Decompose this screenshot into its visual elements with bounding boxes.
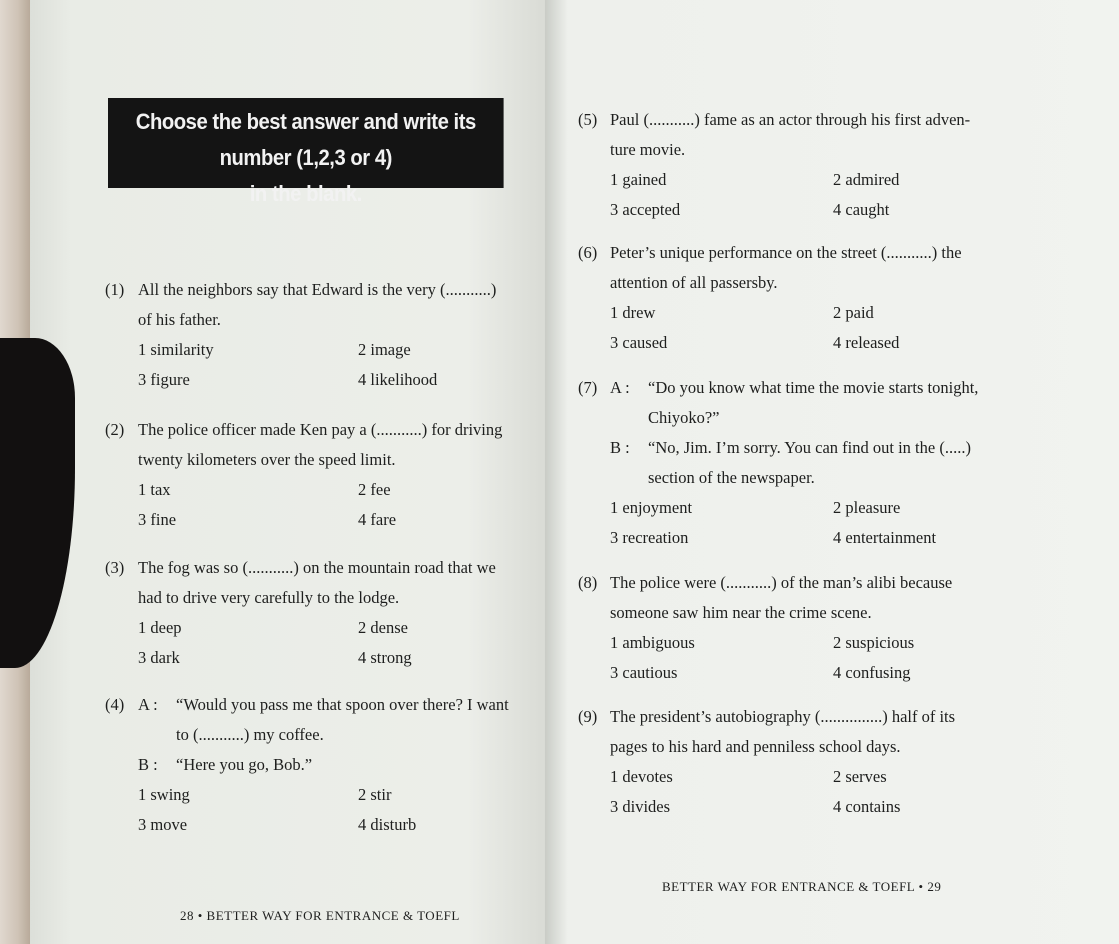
option-1: 1 tax: [138, 480, 171, 499]
option-2: 2 suspicious: [833, 633, 915, 652]
options-row: [105, 643, 545, 673]
options-row: [578, 165, 1038, 195]
option-4: 4 likelihood: [358, 370, 438, 389]
speaker-label: A :: [138, 695, 158, 714]
question-text: section of the newspaper.: [648, 468, 815, 487]
question-line: [578, 403, 1038, 433]
question-line: [105, 690, 545, 720]
question-line: [578, 135, 1038, 165]
options-row: [578, 658, 1038, 688]
option-1: 1 drew: [610, 303, 656, 322]
option-2: 2 serves: [833, 767, 887, 786]
option-4: 4 entertainment: [833, 528, 937, 547]
question-7: [578, 373, 1038, 553]
speaker-label: B :: [138, 755, 158, 774]
question-number: (9): [578, 707, 598, 726]
options-row: [578, 328, 1038, 358]
question-text: The police officer made Ken pay a (...........) for driving: [138, 420, 503, 439]
question-text: “Here you go, Bob.”: [176, 755, 313, 774]
question-number: (1): [105, 280, 125, 299]
option-1: 1 ambiguous: [610, 633, 695, 652]
option-4: 4 disturb: [358, 815, 417, 834]
option-4: 4 caught: [833, 200, 890, 219]
option-4: 4 confusing: [833, 663, 911, 682]
option-2: 2 paid: [833, 303, 874, 322]
question-line: [578, 732, 1038, 762]
option-3: 3 dark: [138, 648, 180, 667]
question-number: (5): [578, 110, 598, 129]
options-row: [578, 628, 1038, 658]
left-page-footer: 28 • BETTER WAY FOR ENTRANCE & TOEFL: [180, 908, 460, 923]
options-row: [105, 613, 545, 643]
question-text: “Would you pass me that spoon over there? I want: [176, 695, 509, 714]
options-row: [578, 195, 1038, 225]
instruction-line-1: Choose the best answer and write its number (1,2,3 or 4): [135, 109, 476, 170]
option-3: 3 recreation: [610, 528, 689, 547]
options-row: [578, 493, 1038, 523]
question-text: twenty kilometers over the speed limit.: [138, 450, 396, 469]
question-text: The police were (...........) of the man’s alibi because: [610, 573, 953, 592]
question-number: (3): [105, 558, 125, 577]
options-row: [105, 780, 545, 810]
option-2: 2 dense: [358, 618, 408, 637]
question-line: [105, 720, 545, 750]
options-row: [578, 298, 1038, 328]
question-line: [578, 238, 1038, 268]
question-number: (6): [578, 243, 598, 262]
question-number: (7): [578, 378, 598, 397]
option-3: 3 accepted: [610, 200, 681, 219]
options-row: [105, 335, 545, 365]
option-2: 2 stir: [358, 785, 392, 804]
question-text: All the neighbors say that Edward is the very (...........): [138, 280, 497, 299]
option-4: 4 strong: [358, 648, 412, 667]
option-1: 1 enjoyment: [610, 498, 693, 517]
question-text: “Do you know what time the movie starts tonight,: [648, 378, 979, 397]
question-text: The fog was so (...........) on the mountain road that we: [138, 558, 496, 577]
question-5: [578, 105, 1038, 225]
option-3: 3 caused: [610, 333, 668, 352]
question-text: Paul (...........) fame as an actor through his first adven-: [610, 110, 971, 129]
option-1: 1 deep: [138, 618, 182, 637]
option-3: 3 figure: [138, 370, 190, 389]
option-2: 2 pleasure: [833, 498, 901, 517]
question-line: [578, 373, 1038, 403]
question-line: [578, 268, 1038, 298]
speaker-label: A :: [610, 378, 630, 397]
option-1: 1 devotes: [610, 767, 673, 786]
question-line: [578, 105, 1038, 135]
options-row: [105, 505, 545, 535]
question-text: to (...........) my coffee.: [176, 725, 324, 744]
option-3: 3 divides: [610, 797, 671, 816]
question-text: had to drive very carefully to the lodge.: [138, 588, 400, 607]
question-text: The president’s autobiography (...............) half of its: [610, 707, 956, 726]
question-number: (8): [578, 573, 598, 592]
right-page-footer: BETTER WAY FOR ENTRANCE & TOEFL • 29: [662, 879, 942, 894]
question-text: of his father.: [138, 310, 221, 329]
option-3: 3 fine: [138, 510, 177, 529]
question-line: [105, 750, 545, 780]
question-1: [105, 275, 545, 395]
question-2: [105, 415, 545, 535]
question-line: [105, 305, 545, 335]
question-line: [105, 583, 545, 613]
option-4: 4 released: [833, 333, 900, 352]
question-line: [578, 433, 1038, 463]
question-line: [105, 445, 545, 475]
question-text: “No, Jim. I’m sorry. You can find out in the (.....): [648, 438, 971, 457]
question-text: Chiyoko?”: [648, 408, 720, 427]
options-row: [105, 365, 545, 395]
question-line: [578, 598, 1038, 628]
question-3: [105, 553, 545, 673]
question-line: [578, 702, 1038, 732]
question-text: attention of all passersby.: [610, 273, 778, 292]
question-line: [578, 568, 1038, 598]
options-row: [578, 523, 1038, 553]
option-1: 1 gained: [610, 170, 667, 189]
question-text: ture movie.: [610, 140, 686, 159]
question-text: pages to his hard and penniless school days.: [610, 737, 901, 756]
option-2: 2 image: [358, 340, 411, 359]
options-row: [105, 810, 545, 840]
speaker-label: B :: [610, 438, 630, 457]
question-line: [105, 275, 545, 305]
option-4: 4 contains: [833, 797, 901, 816]
question-4: [105, 690, 545, 840]
option-2: 2 admired: [833, 170, 900, 189]
question-text: Peter’s unique performance on the street (...........) the: [610, 243, 962, 262]
instruction-line-2: in the blank.: [249, 181, 362, 206]
instruction-banner: [108, 98, 504, 206]
options-row: [578, 762, 1038, 792]
option-1: 1 swing: [138, 785, 190, 804]
option-2: 2 fee: [358, 480, 391, 499]
question-number: (4): [105, 695, 125, 714]
question-9: [578, 702, 1038, 822]
question-line: [578, 463, 1038, 493]
question-8: [578, 568, 1038, 688]
question-line: [105, 415, 545, 445]
question-text: someone saw him near the crime scene.: [610, 603, 872, 622]
option-1: 1 similarity: [138, 340, 214, 359]
question-line: [105, 553, 545, 583]
options-row: [105, 475, 545, 505]
option-4: 4 fare: [358, 510, 397, 529]
option-3: 3 move: [138, 815, 188, 834]
question-6: [578, 238, 1038, 358]
question-number: (2): [105, 420, 125, 439]
option-3: 3 cautious: [610, 663, 678, 682]
options-row: [578, 792, 1038, 822]
